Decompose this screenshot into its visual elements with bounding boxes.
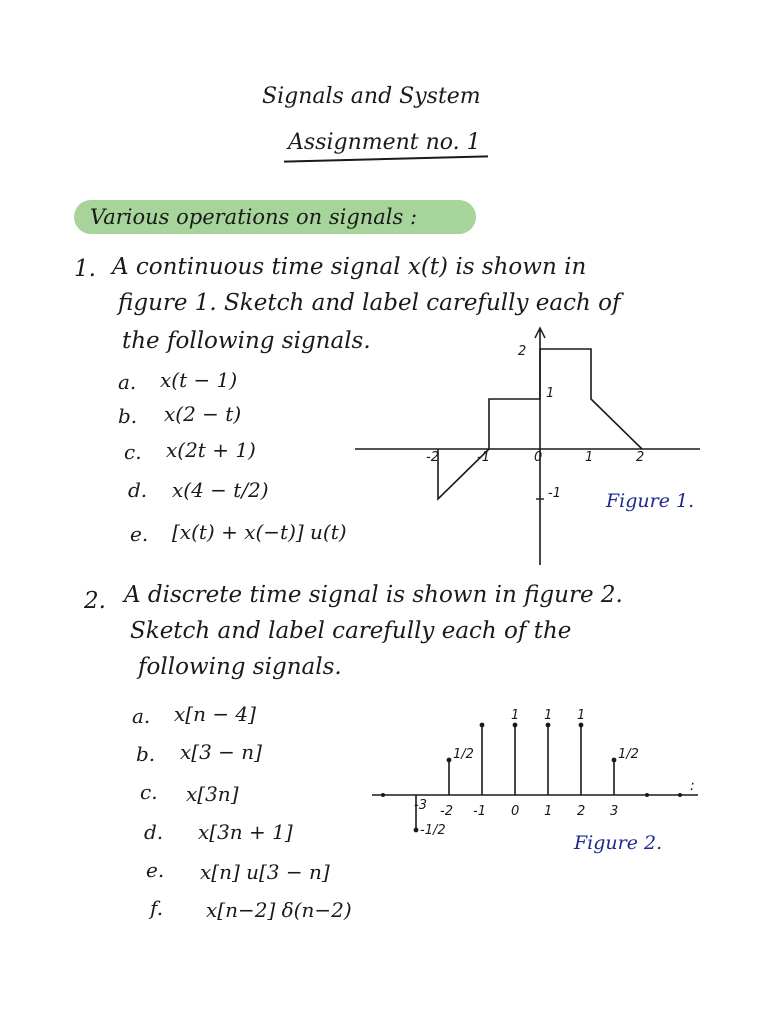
- question-1-number: 1.: [74, 256, 96, 282]
- figure-2-value-label: 1/2: [453, 747, 474, 762]
- q2-item-d-letter: d.: [144, 820, 164, 844]
- q1-item-e-letter: e.: [130, 522, 149, 546]
- q1-item-b-expr: x(2 − t): [164, 402, 242, 426]
- figure-1-x-tick-label: -2: [426, 450, 439, 465]
- question-1-line-1: A continuous time signal x(t) is shown in: [112, 254, 587, 280]
- q1-item-b-letter: b.: [118, 404, 138, 428]
- question-1-line-2: figure 1. Sketch and label carefully each of: [118, 290, 621, 316]
- figure-2-plot: [372, 708, 698, 838]
- figure-1-caption: Figure 1.: [606, 490, 695, 512]
- section-heading: Various operations on signals :: [90, 205, 418, 229]
- q1-item-c-letter: c.: [124, 440, 142, 464]
- q1-item-d-expr: x(4 − t/2): [172, 478, 269, 502]
- figure-2-tick-label: 2: [577, 804, 586, 819]
- figure-2-ellipsis: :: [690, 778, 695, 794]
- q1-item-a-letter: a.: [118, 370, 137, 394]
- figure-2-value-label: 1/2: [618, 747, 639, 762]
- figure-2-value-label: -1/2: [420, 823, 446, 838]
- figure-1-y-tick-label: 2: [518, 344, 527, 359]
- figure-1-x-tick-label: -1: [477, 450, 490, 465]
- q2-item-e-expr: x[n] u[3 − n]: [200, 860, 330, 884]
- figure-1-signal-segment-1: [489, 349, 642, 449]
- question-1-line-3: the following signals.: [122, 328, 371, 354]
- figure-2-stem-marker: [546, 723, 551, 728]
- question-2-line-3: following signals.: [138, 654, 342, 680]
- figure-2-stem-marker: [480, 723, 485, 728]
- figure-2-stem-marker: [513, 723, 518, 728]
- figure-2-value-label: 1: [544, 708, 553, 723]
- figure-1-y-tick-label: 1: [546, 386, 555, 401]
- figure-2-tick-label: 3: [610, 804, 619, 819]
- q2-item-e-letter: e.: [146, 858, 165, 882]
- figure-2-value-label: 1: [511, 708, 520, 723]
- question-2-line-1: A discrete time signal is shown in figure 2.: [124, 582, 623, 608]
- figure-1-plot: [355, 328, 700, 565]
- page-title: Signals and System: [262, 84, 481, 109]
- figure-2-tick-label: -2: [440, 804, 453, 819]
- q1-item-c-expr: x(2t + 1): [166, 438, 256, 462]
- figure-2-tick-label: 0: [511, 804, 520, 819]
- figure-2-tick-label: -3: [414, 798, 427, 813]
- assignment-subtitle: Assignment no. 1: [288, 130, 481, 155]
- q1-item-a-expr: x(t − 1): [160, 368, 238, 392]
- figure-2-stem-marker: [414, 828, 419, 833]
- figure-2-axis-dot: [678, 793, 682, 797]
- figure-2-axis-dot: [645, 793, 649, 797]
- q2-item-f-expr: x[n−2] δ(n−2): [206, 898, 352, 922]
- q2-item-a-expr: x[n − 4]: [174, 702, 256, 726]
- figure-2-stem-marker: [447, 758, 452, 763]
- figure-1-x-tick-label: 1: [585, 450, 594, 465]
- figure-2-tick-label: 1: [544, 804, 553, 819]
- q2-item-f-letter: f.: [150, 896, 164, 920]
- figure-2-stem-marker: [579, 723, 584, 728]
- q1-item-d-letter: d.: [128, 478, 148, 502]
- question-2-line-2: Sketch and label carefully each of the: [130, 618, 572, 644]
- q2-item-b-letter: b.: [136, 742, 156, 766]
- figure-2-stem-marker: [612, 758, 617, 763]
- q2-item-c-expr: x[3n]: [186, 782, 239, 806]
- q1-item-e-expr: [x(t) + x(−t)] u(t): [172, 520, 347, 544]
- figure-1-x-tick-label: 2: [636, 450, 645, 465]
- figure-2-caption: Figure 2.: [574, 832, 663, 854]
- figure-2-axis-dot: [381, 793, 385, 797]
- question-2-number: 2.: [84, 588, 106, 614]
- q2-item-c-letter: c.: [140, 780, 158, 804]
- figure-2-value-label: 1: [577, 708, 586, 723]
- q2-item-d-expr: x[3n + 1]: [198, 820, 293, 844]
- figure-2-tick-label: -1: [473, 804, 486, 819]
- figure-1-x-tick-label: 0: [534, 450, 543, 465]
- q2-item-b-expr: x[3 − n]: [180, 740, 262, 764]
- q2-item-a-letter: a.: [132, 704, 151, 728]
- figure-1-y-tick-label: -1: [548, 486, 561, 501]
